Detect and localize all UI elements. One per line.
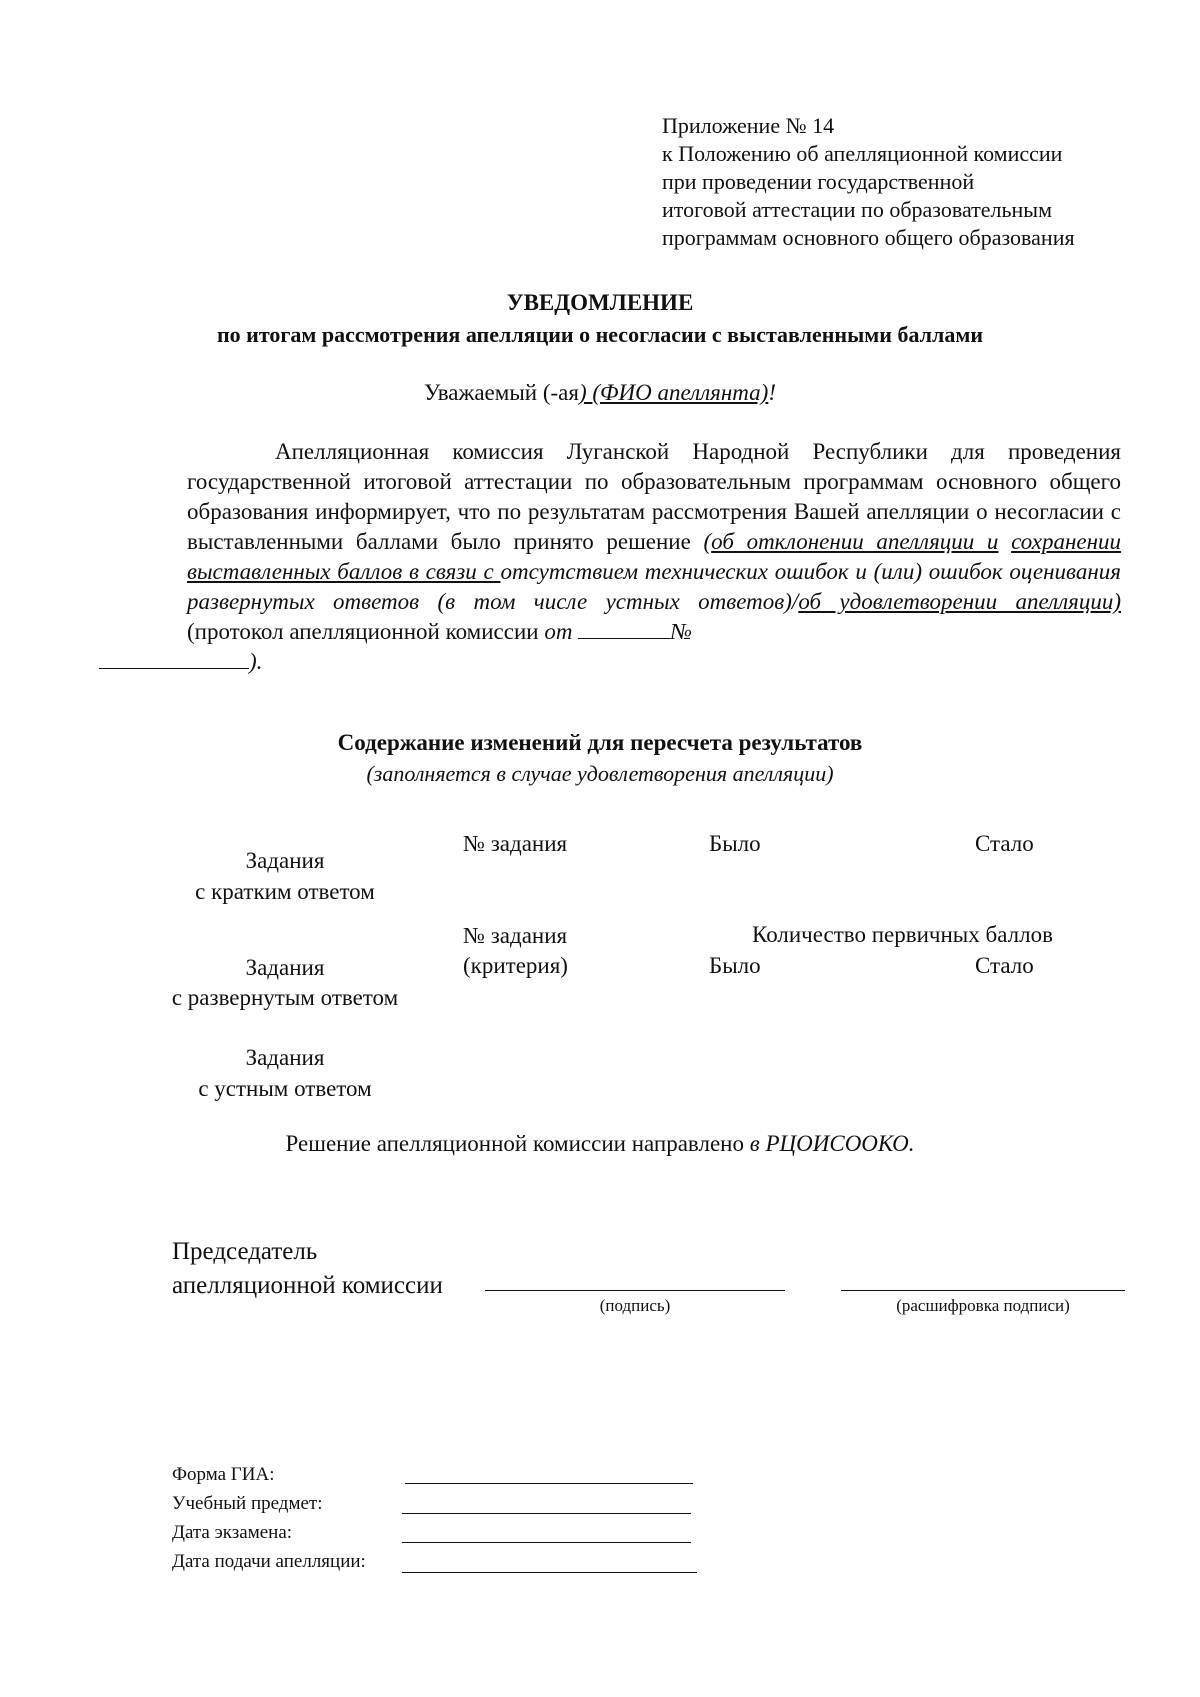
appendix-line: Приложение № 14 [662, 113, 835, 138]
notification-body [187, 437, 1121, 677]
protocol-date-field[interactable] [578, 620, 670, 639]
appeal-date-field[interactable] [402, 1572, 697, 1573]
decision-target: в РЦОИСООКО. [749, 1131, 915, 1156]
applicant-name-placeholder: ) (ФИО апеллянта) [578, 380, 769, 405]
protocol-text: (протокол апелляционной комиссии [187, 619, 545, 644]
short-col-was: Было [709, 831, 761, 856]
extended-col-became: Стало [975, 953, 1034, 978]
changes-subtitle: (заполняется в случае удовлетворения апелляции) [366, 761, 834, 786]
chairman-block [172, 1235, 443, 1303]
oral-tasks-label-2: с устным ответом [198, 1076, 372, 1101]
option-keep-scores: сохранении выставленных баллов в связи с [187, 529, 1122, 584]
short-tasks-label-1: Задания [245, 848, 325, 873]
body-space [998, 529, 1011, 554]
subject-label: Учебный предмет: [172, 1493, 323, 1514]
appendix-line: программам основного общего образования [662, 225, 1075, 250]
chairman-title-2: апелляционной комиссии [172, 1272, 443, 1299]
signature-decode-caption: (расшифровка подписи) [896, 1296, 1070, 1315]
extended-col-points: Количество первичных баллов [752, 922, 1053, 947]
option-reject: об отклонении апелляции и [711, 529, 999, 554]
greeting-prefix: Уважаемый (-ая [424, 380, 579, 405]
appendix-line: к Положению об апелляционной комиссии [662, 141, 1063, 166]
document-subtitle: по итогам рассмотрения апелляции о несогласии с выставленными баллами [216, 322, 983, 347]
signature-caption: (подпись) [599, 1296, 671, 1315]
appendix-line: при проведении государственной [662, 169, 975, 194]
extended-col-was: Было [709, 953, 761, 978]
extended-col-criterion: (критерия) [463, 953, 568, 978]
protocol-number-label: № [670, 619, 692, 644]
appendix-line: итоговой аттестации по образовательным [662, 197, 1053, 222]
extended-tasks-label-1: Задания [245, 955, 325, 980]
changes-title: Содержание изменений для пересчета результатов [337, 730, 863, 755]
appendix-header [662, 112, 1075, 252]
signature-field[interactable] [485, 1290, 785, 1291]
option-satisfy: об удовлетворении апелляции) [798, 589, 1122, 614]
option-reason: отсутствием технических ошибок и (или) ошибок оценивания развернутых ответов (в том числе устных ответов)/ [187, 559, 1121, 614]
subject-field[interactable] [402, 1513, 691, 1514]
extended-tasks-label-2: с развернутым ответом [171, 985, 399, 1010]
short-col-became: Стало [975, 831, 1034, 856]
decision-statement [0, 1131, 1200, 1157]
short-col-task: № задания [463, 831, 568, 856]
greeting-suffix: ! [768, 380, 776, 405]
exam-date-field[interactable] [402, 1542, 691, 1543]
signature-decode-field[interactable] [841, 1290, 1125, 1291]
protocol-from: от [544, 619, 573, 644]
decision-text: Решение апелляционной комиссии направлено [285, 1131, 750, 1156]
short-tasks-label-2: с кратким ответом [195, 879, 375, 904]
chairman-title-1: Председатель [172, 1238, 318, 1265]
protocol-number-field[interactable] [99, 650, 249, 669]
greeting [0, 380, 1200, 406]
body-text: Апелляционная комиссия Луганской Народной Республики для проведения государственной итоговой аттестации по образовательным программам основного общего образования информирует, что по результатам рассмотрения Вашей апелляции о несогласии с выставленными баллами было принято решение [187, 439, 1121, 554]
extended-col-task: № задания [463, 923, 568, 948]
form-gia-field[interactable] [405, 1483, 693, 1484]
exam-date-label: Дата экзамена: [172, 1522, 293, 1543]
oral-tasks-label-1: Задания [245, 1045, 325, 1070]
body-paren: ( [703, 529, 712, 554]
form-gia-label: Форма ГИА: [172, 1464, 275, 1485]
document-title: УВЕДОМЛЕНИЕ [506, 290, 694, 315]
appeal-date-label: Дата подачи апелляции: [172, 1551, 366, 1572]
protocol-close: ). [249, 649, 263, 674]
